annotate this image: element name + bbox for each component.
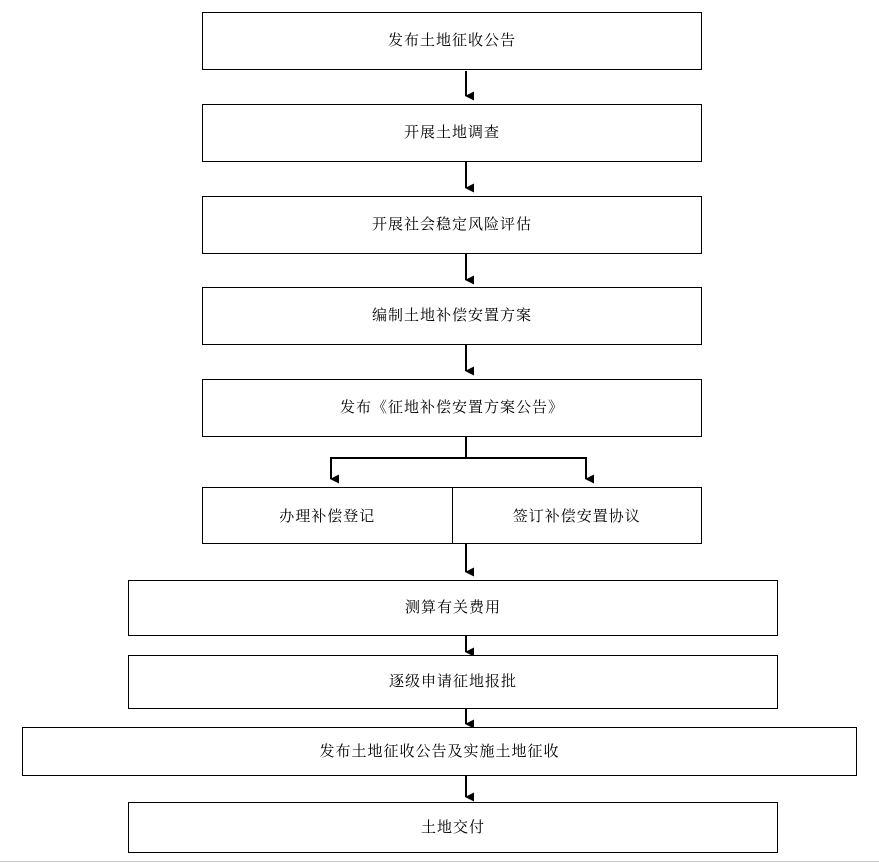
flow-node-label: 发布土地征收公告 bbox=[387, 31, 516, 50]
flow-node-compensation-registration bbox=[203, 488, 453, 543]
flow-node-label: 编制土地补偿安置方案 bbox=[371, 306, 532, 325]
flow-node-apply-for-approval bbox=[128, 655, 778, 709]
flow-node-calculate-fees bbox=[128, 580, 778, 636]
flow-node-label: 发布土地征收公告及实施土地征收 bbox=[319, 741, 560, 760]
flow-node-land-delivery bbox=[128, 802, 778, 853]
page-bottom-rule bbox=[0, 861, 879, 862]
flow-node-label: 土地交付 bbox=[420, 817, 485, 836]
flow-node-label: 逐级申请征地报批 bbox=[388, 672, 517, 691]
flow-node-social-stability-risk-assessment bbox=[202, 196, 702, 254]
flow-node-publish-compensation-plan-announcement bbox=[202, 379, 702, 437]
flow-node-sign-compensation-agreement bbox=[453, 488, 702, 543]
flow-node-label: 开展社会稳定风险评估 bbox=[371, 215, 532, 234]
flow-node-split-registration-agreement bbox=[202, 487, 702, 544]
flow-node-label: 办理补偿登记 bbox=[279, 507, 376, 525]
flow-node-label: 开展土地调查 bbox=[403, 123, 500, 142]
flow-node-label: 发布《征地补偿安置方案公告》 bbox=[339, 398, 564, 417]
flow-node-label: 测算有关费用 bbox=[404, 598, 501, 617]
flow-node-compensation-resettlement-plan bbox=[202, 287, 702, 345]
flow-node-publish-land-acquisition-announcement bbox=[202, 12, 702, 70]
flow-node-publish-and-implement-acquisition bbox=[22, 727, 857, 776]
flow-node-land-survey bbox=[202, 104, 702, 162]
flow-node-label: 签订补偿安置协议 bbox=[512, 507, 641, 525]
